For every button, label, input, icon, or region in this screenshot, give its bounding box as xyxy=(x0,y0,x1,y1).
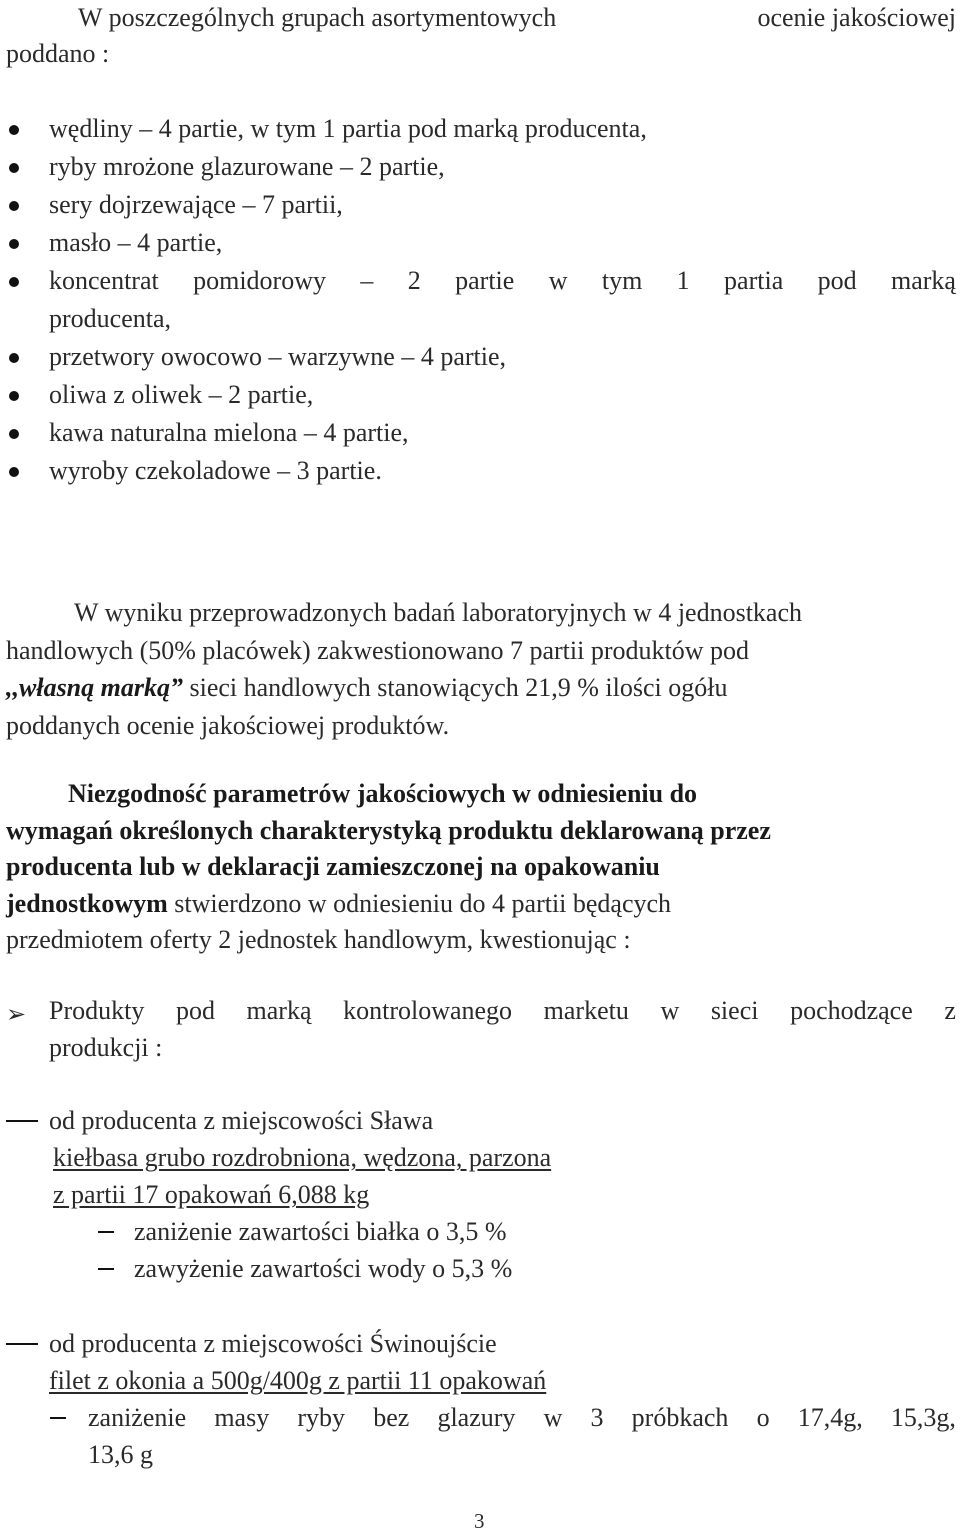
bullet-icon xyxy=(9,353,19,363)
batch-info: z partii 17 opakowań 6,088 kg xyxy=(53,1180,370,1209)
bullet-icon xyxy=(9,239,19,249)
dash-icon xyxy=(6,1120,38,1122)
producer-label: od producenta z miejscowości Świnoujście xyxy=(49,1329,497,1358)
list-item-continuation: producenta, xyxy=(49,304,172,333)
list-item: kawa naturalna mielona – 4 partie, xyxy=(6,414,956,452)
list-item xyxy=(6,262,956,338)
page-number: 3 xyxy=(474,1509,485,1533)
product-name: kiełbasa grubo rozdrobniona, wędzona, parzona xyxy=(53,1143,552,1172)
justified-line: Produkty pod marką kontrolowanego marketu w sieci pochodzące z xyxy=(49,996,956,1025)
bullet-icon xyxy=(9,467,19,477)
finding-item: zawyżenie zawartości wody o 5,3 % xyxy=(6,1250,956,1287)
results-paragraph: W wyniku przeprowadzonych badań laboratoryjnych w 4 jednostkach handlowych (50% placówek) zakwestionowano 7 partii produktów pod ,,własną marką” sieci handlowych stanowiących 21,9 % ilości ogółu poddanych ocenie jakościowej produktów. xyxy=(6,598,803,740)
product-name: filet z okonia a 500g/400g z partii 11 opakowań xyxy=(49,1366,547,1395)
bullet-icon xyxy=(9,277,19,287)
bullet-icon xyxy=(9,429,19,439)
assortment-list xyxy=(6,110,956,490)
producer-label: od producenta z miejscowości Sława xyxy=(49,1106,434,1135)
list-item: ryby mrożone glazurowane – 2 partie, xyxy=(6,148,956,186)
bullet-icon xyxy=(9,201,19,211)
own-brand-term: ,,własną marką” xyxy=(6,673,183,702)
arrow-bullet-icon: ➢ xyxy=(6,1000,27,1028)
dash-icon xyxy=(50,1417,66,1419)
finding-item: zaniżenie zawartości białka o 3,5 % xyxy=(6,1213,956,1250)
dash-icon xyxy=(98,1268,114,1270)
intro-paragraph xyxy=(6,0,956,72)
justified-line: koncentrat pomidorowy – 2 partie w tym 1 partia pod marką xyxy=(49,266,956,295)
list-item: przetwory owocowo – warzywne – 4 partie, xyxy=(6,338,956,376)
dash-icon xyxy=(6,1343,38,1345)
producer-block xyxy=(6,1325,956,1473)
producer-block xyxy=(6,1102,956,1287)
bullet-icon xyxy=(9,125,19,135)
list-item: oliwa z oliwek – 2 partie, xyxy=(6,376,956,414)
bullet-icon xyxy=(9,391,19,401)
list-item: wędliny – 4 partie, w tym 1 partia pod marką producenta, xyxy=(6,110,956,148)
intro-text-left: W poszczególnych grupach asortymentowych xyxy=(78,3,557,32)
justified-line: zaniżenie masy ryby bez glazury w 3 próbkach o 17,4g, 15,3g, xyxy=(88,1403,956,1432)
list-item: sery dojrzewające – 7 partii, xyxy=(6,186,956,224)
finding-item: zaniżenie masy ryby bez glazury w 3 próbkach o 17,4g, 15,3g, 13,6 g xyxy=(6,1399,956,1473)
list-item: wyroby czekoladowe – 3 partie. xyxy=(6,452,956,490)
intro-line-2: poddano : xyxy=(6,39,110,68)
arrow-list-item: ➢ Produkty pod marką kontrolowanego marketu w sieci pochodzące z produkcji : xyxy=(6,992,956,1066)
nonconformity-paragraph: Niezgodność parametrów jakościowych w odniesieniu do wymagań określonych charakterystyką produktu deklarowaną przez producenta lub w deklaracji zamieszczonej na opakowaniu jednostkowym stwierdzono w odniesieniu do 4 partii będących przedmiotem oferty 2 jednostek handlowym, kwestionując : xyxy=(6,779,771,954)
list-item: masło – 4 partie, xyxy=(6,224,956,262)
intro-line-1 xyxy=(6,0,956,36)
dash-icon xyxy=(98,1231,114,1233)
intro-text-right: ocenie jakościowej xyxy=(757,3,956,32)
bullet-icon xyxy=(9,163,19,173)
